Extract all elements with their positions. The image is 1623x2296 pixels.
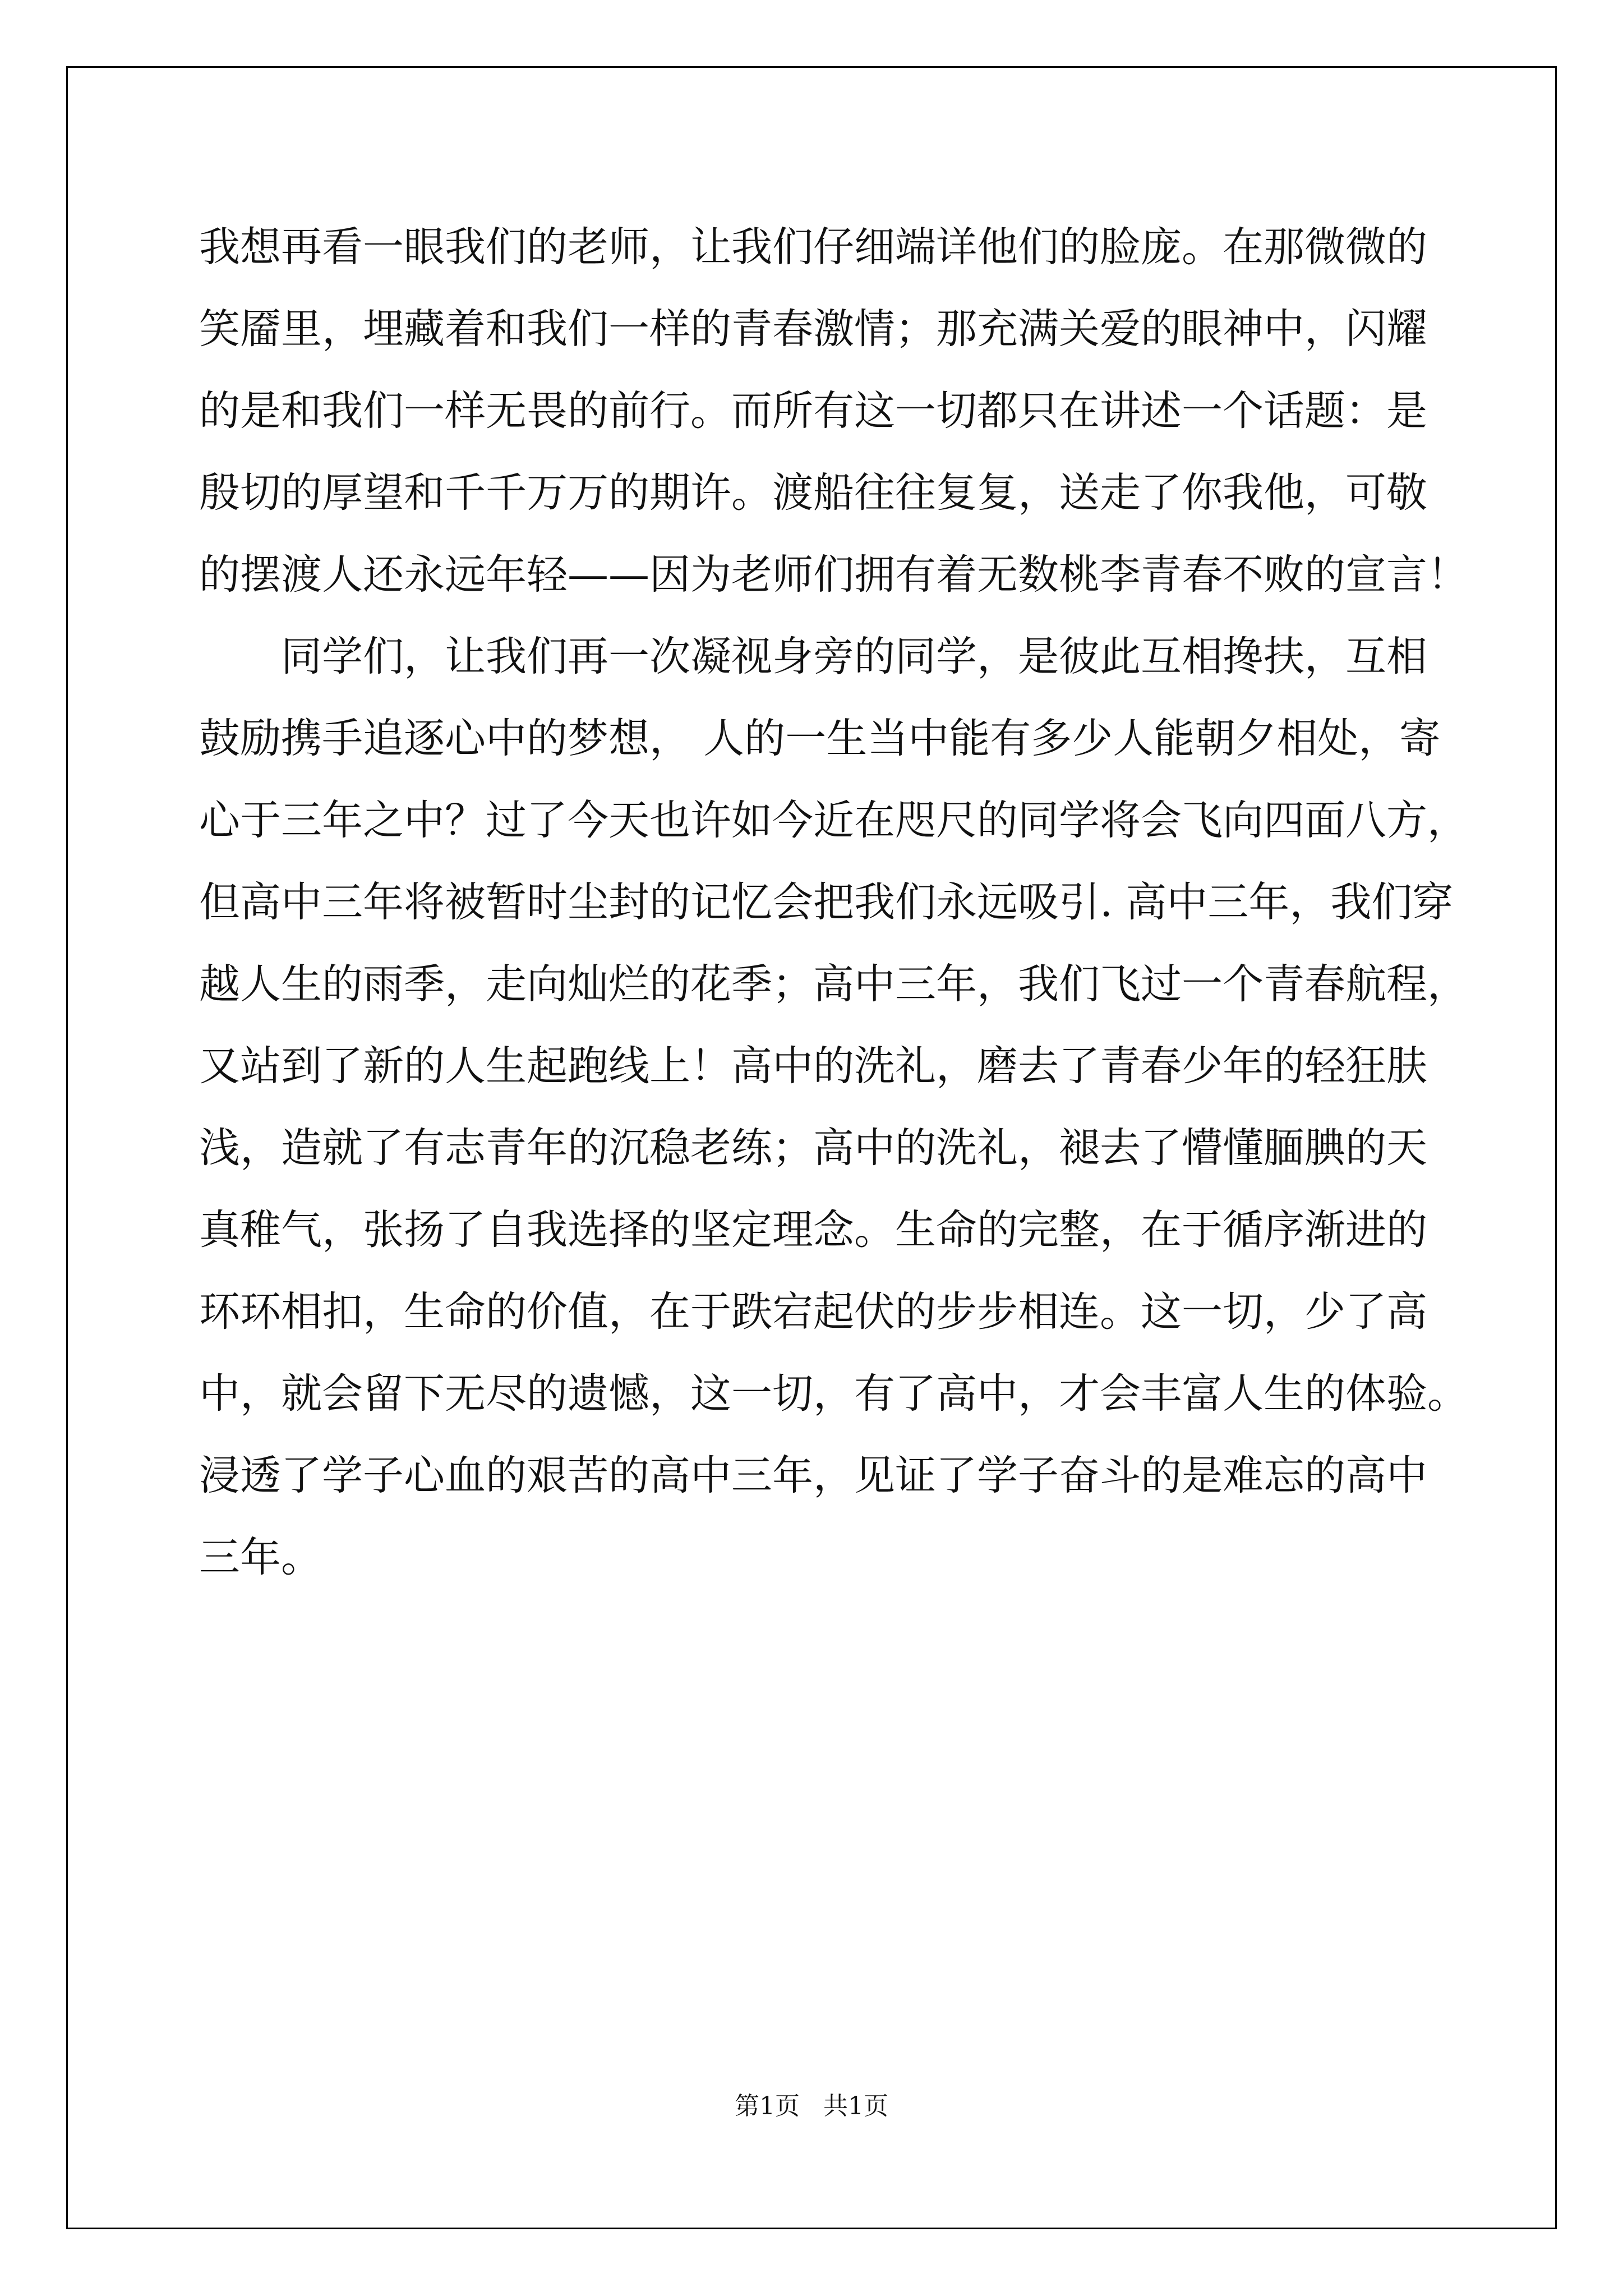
text-line: 中，就会留下无尽的遗憾，这一切，有了高中，才会丰富人生的体验。	[199, 1370, 1468, 1418]
text-line: 同学们，让我们再一次凝视身旁的同学，是彼此互相搀扶，互相	[199, 633, 1427, 680]
text-line: 环环相扣，生命的价值，在于跌宕起伏的步步相连。这一切，少了高	[199, 1288, 1427, 1336]
text-line: 我想再看一眼我们的老师，让我们仔细端详他们的脸庞。在那微微的	[199, 223, 1427, 271]
text-line: 鼓励携手追逐心中的梦想， 人的一生当中能有多少人能朝夕相处，寄	[199, 715, 1441, 762]
text-line: 浸透了学子心血的艰苦的高中三年，见证了学子奋斗的是难忘的高中	[199, 1452, 1427, 1499]
text-line: 越人生的雨季，走向灿烂的花季；高中三年，我们飞过一个青春航程，	[199, 960, 1468, 1008]
text-line: 浅，造就了有志青年的沉稳老练；高中的洗礼，褪去了懵懂腼腆的天	[199, 1124, 1427, 1172]
text-line: 真稚气，张扬了自我选择的坚定理念。生命的完整，在于循序渐进的	[199, 1206, 1427, 1254]
text-line: 的摆渡人还永远年轻——因为老师们拥有着无数桃李青春不败的宣言！	[199, 551, 1468, 599]
text-line: 三年。	[199, 1534, 322, 1581]
text-line: 笑靥里，埋藏着和我们一样的青春激情；那充满关爱的眼神中，闪耀	[199, 305, 1427, 353]
text-line: 又站到了新的人生起跑线上！高中的洗礼，磨去了青春少年的轻狂肤	[199, 1042, 1427, 1090]
text-line: 殷切的厚望和千千万万的期许。渡船往往复复，送走了你我他，可敬	[199, 469, 1427, 517]
page-footer: 第1页 共1页	[735, 2092, 888, 2120]
body-text	[199, 206, 1468, 1599]
text-line: 的是和我们一样无畏的前行。而所有这一切都只在讲述一个话题：是	[199, 387, 1427, 435]
text-line: 心于三年之中？过了今天也许如今近在咫尺的同学将会飞向四面八方，	[199, 797, 1468, 844]
text-line: 但高中三年将被暂时尘封的记忆会把我们永远吸引. 高中三年，我们穿	[199, 878, 1454, 926]
